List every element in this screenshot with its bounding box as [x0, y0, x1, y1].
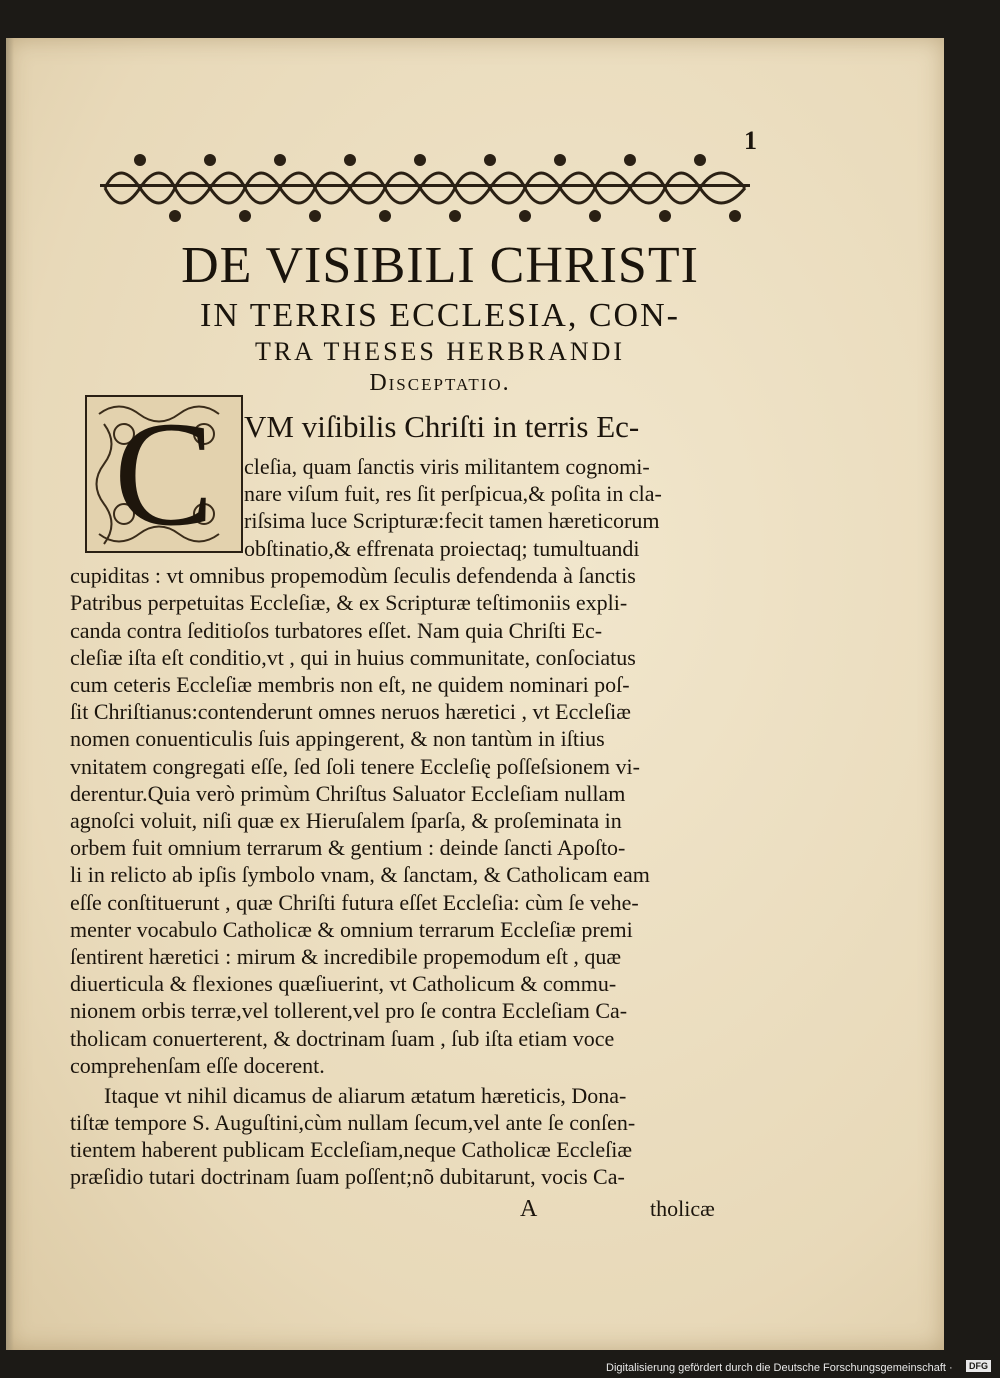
body-line: comprehenſam eſſe docerent.: [70, 1053, 325, 1078]
body-line: obſtinatio,& effrenata proiectaq; tumultuandi: [244, 536, 640, 561]
body-line: nomen conuenticulis ſuis appingerent, & non tantùm in iſtius: [70, 726, 605, 751]
page-number: 1: [744, 126, 757, 155]
body-line: ſentirent hæretici : mirum & incredibile propemodum eſt , quæ: [70, 944, 622, 969]
title-line-2: IN TERRIS ECCLESIA, CON-: [200, 297, 680, 334]
body-line: cum ceteris Eccleſiæ membris non eſt, ne quidem nominari poſ-: [70, 672, 630, 697]
body-line: orbem fuit omnium terrarum & gentium : deinde ſancti Apoſto-: [70, 835, 626, 860]
body-line: agnoſci voluit, niſi quæ ex Hieruſalem ſparſa, & proſeminata in: [70, 808, 622, 833]
body-line: tholicam conuerterent, & doctrinam ſuam , ſub iſta etiam voce: [70, 1026, 615, 1051]
decorative-headpiece: [100, 148, 750, 228]
body-line: menter vocabulo Catholicæ & omnium terrarum Eccleſiæ premi: [70, 917, 633, 942]
body-line: VM viſibilis Chriſti in terris Ec-: [244, 409, 640, 444]
footer-text: Digitalisierung gefördert durch die Deutsche Forschungsgemeinschaft ·: [606, 1362, 953, 1374]
title-line-1: DE VISIBILI CHRISTI: [181, 237, 699, 294]
body-line: diuerticula & flexiones quæſiuerint, vt Catholicum & commu-: [70, 971, 617, 996]
catchword: tholicæ: [650, 1196, 715, 1221]
body-line: præſidio tutari doctrinam ſuam poſſent;nõ dubitarunt, vocis Ca-: [70, 1164, 625, 1189]
body-line: vnitatem congregati eſſe, ſed ſoli tenere Eccleſię poſſeſsionem vi-: [70, 754, 640, 779]
page-edge-shadow: [6, 38, 14, 1350]
initial-letter: C: [113, 394, 215, 554]
body-line: tiſtæ tempore S. Auguſtini,cùm nullam ſecum,vel ante ſe conſen-: [70, 1110, 636, 1135]
dfg-logo: DFG: [966, 1360, 991, 1372]
body-line: ſit Chriſtianus:contenderunt omnes neruos hæretici , vt Eccleſiæ: [70, 699, 631, 724]
body-line: cupiditas : vt omnibus propemodùm ſeculis defendenda à ſanctis: [70, 563, 636, 588]
body-line: Itaque vt nihil dicamus de aliarum ætatum hæreticis, Dona-: [104, 1083, 627, 1108]
body-line: eſſe conſtituerunt , quæ Chriſti futura eſſet Eccleſia: cùm ſe vehe-: [70, 890, 639, 915]
body-line: cleſiæ iſta eſt conditio,vt , qui in huius communitate, conſociatus: [70, 645, 636, 670]
body-line: canda contra ſeditioſos turbatores eſſet. Nam quia Chriſti Ec-: [70, 618, 603, 643]
body-line: derentur.Quia verò primùm Chriſtus Saluator Eccleſiam nullam: [70, 781, 626, 806]
title-line-4: Disceptatio.: [369, 370, 511, 396]
body-line: nionem orbis terræ,vel tollerent,vel pro ſe contra Eccleſiam Ca-: [70, 998, 628, 1023]
decorated-initial: [84, 394, 244, 554]
body-line: cleſia, quam ſanctis viris militantem cognomi-: [244, 454, 650, 479]
title-block: [60, 238, 820, 398]
body-line: li in relicto ab ipſis ſymbolo vnam, & ſanctam, & Catholicam eam: [70, 862, 650, 887]
signature-mark: A: [520, 1196, 538, 1222]
body-line: riſsima luce Scripturæ:fecit tamen hæreticorum: [244, 508, 660, 533]
body-line: Patribus perpetuitas Eccleſiæ, & ex Scripturæ teſtimoniis expli-: [70, 590, 628, 615]
title-line-3: TRA THESES HERBRANDI: [254, 337, 626, 366]
body-line: tientem haberent publicam Eccleſiam,neque Catholicæ Eccleſiæ: [70, 1137, 633, 1162]
body-line: nare viſum fuit, res ſit perſpicua,& poſita in cla-: [244, 481, 662, 506]
